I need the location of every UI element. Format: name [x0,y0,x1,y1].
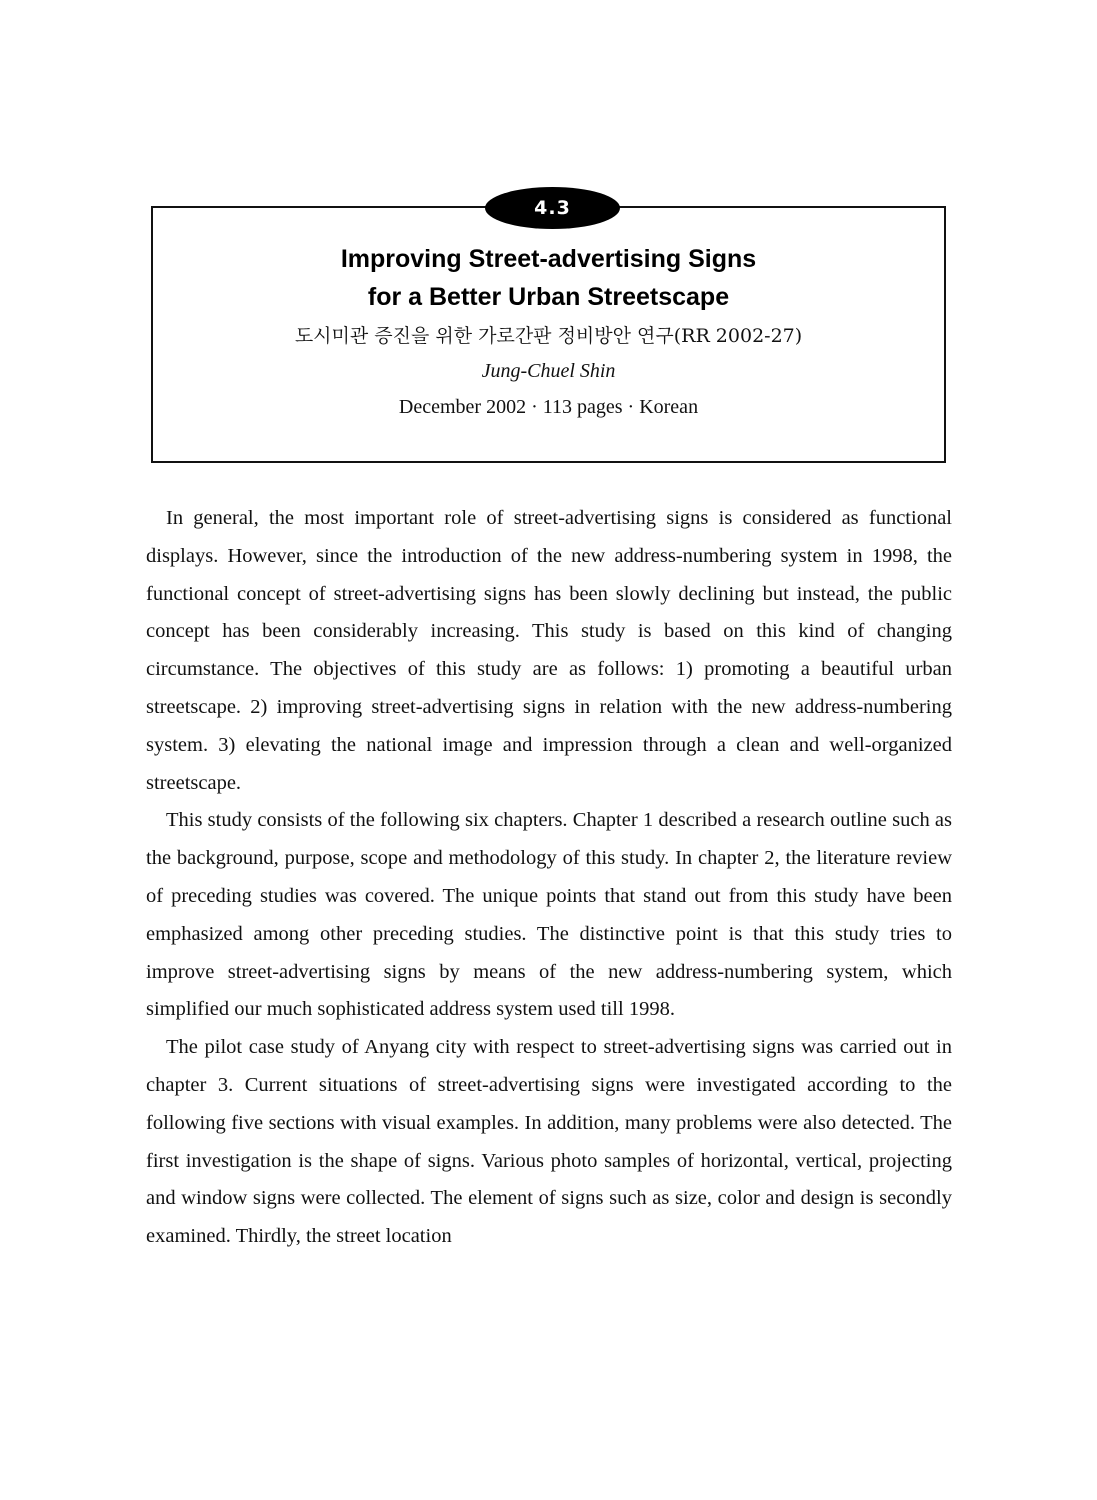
korean-title: 도시미관 증진을 위한 가로간판 정비방안 연구(RR 2002-27) [294,325,803,347]
paragraph-2: This study consists of the following six chapters. Chapter 1 described a research outline such as the background, purpose, scope and methodology of this study. In chapter 2, the literature review of preceding studies was covered. The unique points that stand out from this study have been emphasized among other preceding studies. The distinctive point is that this study tries to improve street-advertising signs by means of the new address-numbering system, which simplified our much sophisticated address system used till 1998. [146,809,952,1021]
paragraph-1: In general, the most important role of street-advertising signs is considered as functional displays. However, since the introduction of the new address-numbering system in 1998, the functional concept of street-advertising signs has been slowly declining but instead, the public concept has been considerably increasing. This study is based on this kind of changing circumstance. The objectives of this study are as follows: 1) promoting a beautiful urban streetscape. 2) improving street-advertising signs in relation with the new address-numbering system. 3) elevating the national image and impression through a clean and well-organized streetscape. [146,507,952,794]
paragraph-3: The pilot case study of Anyang city with respect to street-advertising signs was carried out in chapter 3. Current situations of street-advertising signs were investigated according to the following five sections with visual examples. In addition, many problems were also detected. The first investigation is the shape of signs. Various photo samples of horizontal, vertical, projecting and window signs were collected. The element of signs such as size, color and design is secondly examined. Thirdly, the street location [146,1036,952,1248]
author-name: Jung-Chuel Shin [481,360,616,382]
abstract-body [146,500,952,1256]
report-title-line-2: for a Better Urban Streetscape [367,283,730,311]
report-title-line-1: Improving Street-advertising Signs [340,245,757,273]
publication-info: December 2002 · 113 pages · Korean [398,396,699,418]
section-number-badge: 4.3 [485,187,620,229]
